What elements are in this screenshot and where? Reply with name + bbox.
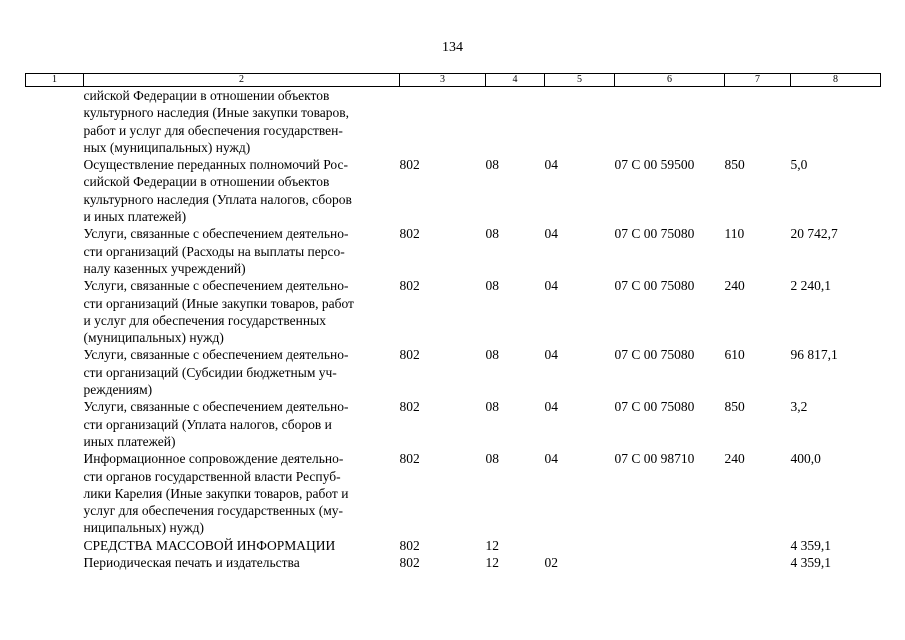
table-row [26, 87, 881, 157]
column-number: 8 [791, 74, 881, 87]
table-row [26, 277, 881, 346]
expense-type-cell [725, 537, 791, 554]
description-line: сийской Федерации в отношении объектов [83, 88, 330, 103]
empty-cell [26, 346, 84, 398]
subsection-code-cell: 04 [544, 226, 558, 242]
description-line: ных (муниципальных) нужд) [83, 139, 251, 155]
description-line: сийской Федерации в отношении объектов [83, 174, 330, 190]
target-article-cell: 07 С 00 59500 [614, 157, 695, 173]
description-line: (муниципальных) нужд) [83, 330, 224, 346]
expense-type-cell: 240 [724, 278, 745, 294]
section-code-cell [486, 87, 545, 157]
description-line: культурного наследия (Уплата налогов, сборов [83, 191, 352, 207]
description-cell [84, 225, 400, 277]
section-code-cell: 08 [485, 347, 499, 363]
description-cell [84, 346, 400, 398]
description-cell [84, 398, 400, 450]
subsection-code-cell: 04 [544, 157, 558, 173]
empty-cell [26, 398, 84, 450]
empty-cell [26, 87, 84, 157]
description-line: сти организаций (Иные закупки товаров, работ [83, 295, 354, 311]
table-row [26, 398, 881, 450]
ministry-code-cell [400, 87, 486, 157]
subsection-code-cell [545, 537, 615, 554]
column-number: 4 [486, 74, 545, 87]
target-article-cell [615, 554, 725, 571]
ministry-code-cell: 802 [399, 451, 420, 467]
column-number: 5 [545, 74, 615, 87]
section-code-cell: 08 [485, 278, 499, 294]
description-line: реждениям) [83, 382, 153, 398]
ministry-code-cell: 802 [399, 555, 420, 571]
description-line: сти органов государственной власти Респуб- [83, 468, 341, 484]
table-row [26, 537, 881, 554]
description-cell [84, 554, 400, 571]
amount-cell: 5,0 [790, 157, 808, 173]
column-number: 7 [725, 74, 791, 87]
description-line: Услуги, связанные с обеспечением деятельно- [83, 226, 349, 242]
empty-cell [26, 554, 84, 571]
section-code-cell: 12 [485, 555, 499, 571]
amount-cell: 96 817,1 [790, 347, 838, 363]
subsection-code-cell: 04 [544, 347, 558, 363]
description-line: сти организаций (Субсидии бюджетным уч- [83, 364, 337, 380]
expense-type-cell: 110 [724, 226, 745, 242]
amount-cell: 400,0 [790, 451, 821, 467]
section-code-cell: 08 [485, 451, 499, 467]
empty-cell [26, 537, 84, 554]
description-cell [84, 277, 400, 346]
description-line: Осуществление переданных полномочий Рос- [83, 157, 349, 173]
expense-type-cell [725, 554, 791, 571]
description-line: Услуги, связанные с обеспечением деятельно- [83, 347, 349, 363]
table-row [26, 554, 881, 571]
description-cell [84, 450, 400, 536]
description-line: сти организаций (Уплата налогов, сборов и [83, 416, 332, 432]
empty-cell [26, 156, 84, 225]
description-line: Информационное сопровождение деятельно- [83, 451, 344, 467]
description-line: СРЕДСТВА МАССОВОЙ ИНФОРМАЦИИ [83, 537, 336, 553]
target-article-cell: 07 С 00 75080 [614, 399, 695, 415]
section-code-cell: 08 [485, 157, 499, 173]
amount-cell: 4 359,1 [790, 537, 831, 553]
description-line: и услуг для обеспечения государственных [83, 312, 326, 328]
ministry-code-cell: 802 [399, 399, 420, 415]
description-line: лики Карелия (Иные закупки товаров, работ и [83, 485, 349, 501]
ministry-code-cell: 802 [399, 226, 420, 242]
target-article-cell [615, 537, 725, 554]
column-number-header-row [26, 74, 881, 87]
amount-cell: 3,2 [790, 399, 808, 415]
expense-type-cell [725, 87, 791, 157]
ministry-code-cell: 802 [399, 537, 420, 553]
table-row [26, 346, 881, 398]
amount-cell: 4 359,1 [790, 555, 831, 571]
description-line: Услуги, связанные с обеспечением деятельно- [83, 278, 349, 294]
section-code-cell: 08 [485, 226, 499, 242]
subsection-code-cell: 04 [544, 451, 558, 467]
description-line: Услуги, связанные с обеспечением деятельно- [83, 399, 349, 415]
description-line: ниципальных) нужд) [83, 520, 205, 536]
table-row [26, 156, 881, 225]
table-body [26, 87, 881, 572]
ministry-code-cell: 802 [399, 157, 420, 173]
target-article-cell: 07 С 00 98710 [614, 451, 695, 467]
subsection-code-cell: 04 [544, 278, 558, 294]
expense-type-cell: 610 [724, 347, 745, 363]
table-row [26, 225, 881, 277]
amount-cell [791, 87, 881, 157]
empty-cell [26, 277, 84, 346]
subsection-code-cell [545, 87, 615, 157]
expense-type-cell: 850 [724, 399, 745, 415]
description-cell [84, 537, 400, 554]
target-article-cell [615, 87, 725, 157]
empty-cell [26, 450, 84, 536]
description-line: работ и услуг для обеспечения государствен- [83, 122, 343, 138]
target-article-cell: 07 С 00 75080 [614, 278, 695, 294]
description-line: культурного наследия (Иные закупки товаров, [83, 105, 350, 121]
page-number: 134 [442, 40, 463, 55]
target-article-cell: 07 С 00 75080 [614, 226, 695, 242]
description-line: услуг для обеспечения государственных (му- [83, 503, 344, 519]
description-line: сти организаций (Расходы на выплаты персо- [83, 243, 345, 259]
table-row [26, 450, 881, 536]
column-number: 2 [84, 74, 400, 87]
amount-cell: 2 240,1 [790, 278, 831, 294]
section-code-cell: 12 [485, 537, 499, 553]
ministry-code-cell: 802 [399, 347, 420, 363]
subsection-code-cell: 02 [544, 555, 558, 571]
expense-type-cell: 850 [724, 157, 745, 173]
description-line: налу казенных учреждений) [83, 260, 246, 276]
description-line: и иных платежей) [83, 209, 187, 225]
ministry-code-cell: 802 [399, 278, 420, 294]
subsection-code-cell: 04 [544, 399, 558, 415]
column-number: 3 [400, 74, 486, 87]
budget-table [25, 73, 881, 571]
expense-type-cell: 240 [724, 451, 745, 467]
empty-cell [26, 225, 84, 277]
target-article-cell: 07 С 00 75080 [614, 347, 695, 363]
column-number: 1 [26, 74, 84, 87]
description-cell [84, 156, 400, 225]
description-cell [84, 87, 400, 157]
description-line: Периодическая печать и издательства [83, 555, 300, 571]
section-code-cell: 08 [485, 399, 499, 415]
description-line: иных платежей) [83, 433, 176, 449]
column-number: 6 [615, 74, 725, 87]
amount-cell: 20 742,7 [790, 226, 838, 242]
